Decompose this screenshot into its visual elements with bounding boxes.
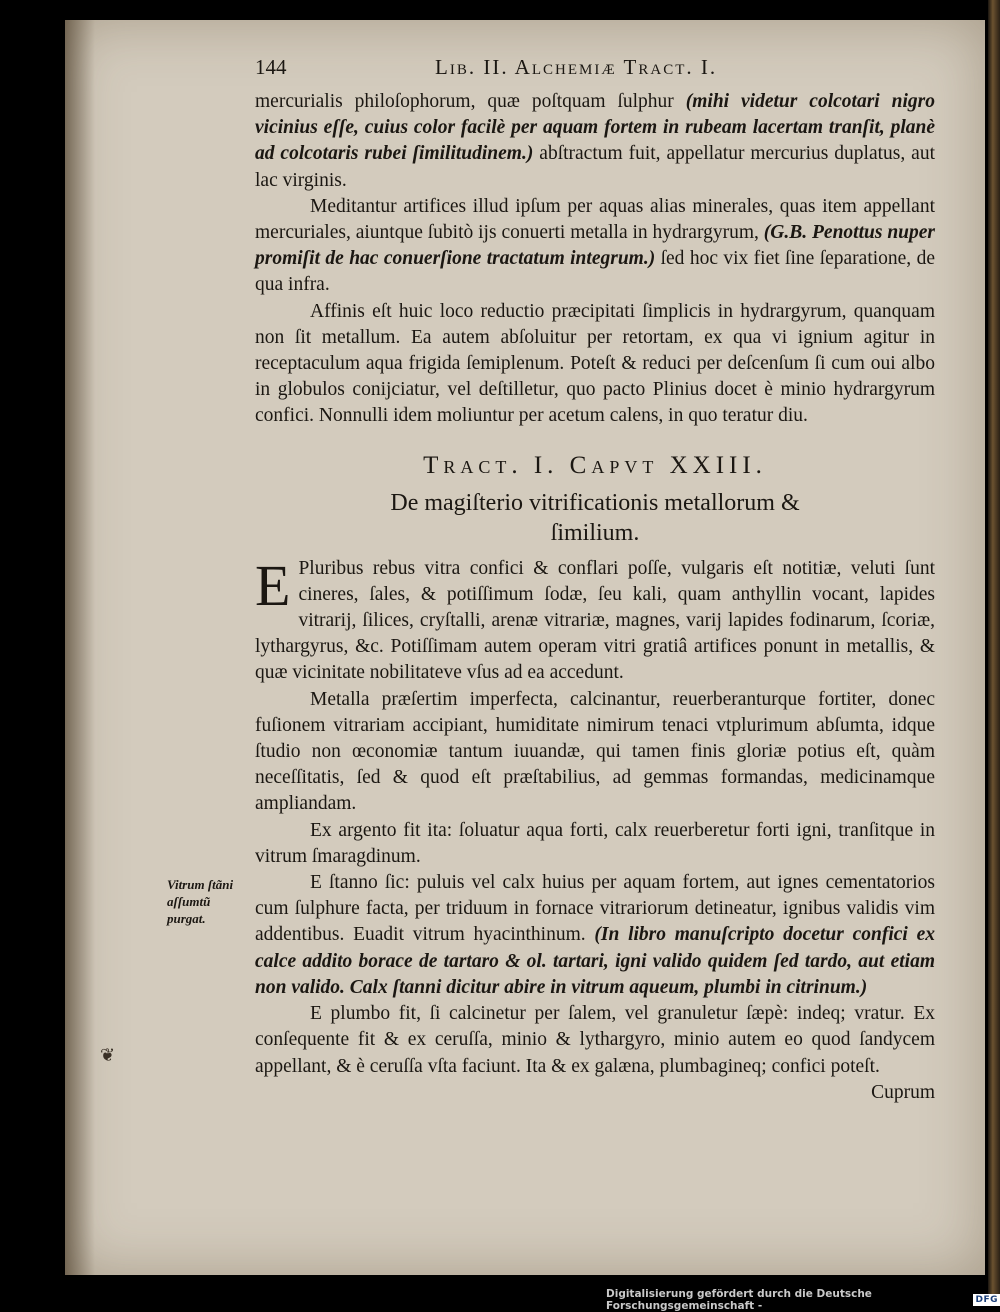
paragraph-1: [255, 89, 935, 194]
page-number: 144: [255, 55, 287, 79]
paragraph-1-text-a: mercurialis philoſophorum, quæ poſtquam ſulphur: [255, 91, 686, 112]
chapter-number: Tract. I. Capvt XXIII.: [423, 451, 767, 479]
paragraph-5: Metalla præſertim imperfecta, calcinantur, reuerberanturque fortiter, donec fuſionem vitrariam accipiant, humiditate nimirum tenaci vtplurimum abſumta, idque ſtudio non œconomiæ tantum iuuandæ, qui tamen finis gloriæ potius eſt, quàm neceſſitatis, ſed & quod eſt præſtabilius, ad gemmas formandas, medicinamque ampliandam.: [255, 688, 935, 815]
paragraph-7-annotation: (In libro manuſcripto docetur confici ex calce addito borace de tartaro & ol. tartari, igni valido quidem ſed tardo, aut etiam non valido. Calx ſtanni dicitur abire in vitrum aqueum, plumbi in citrinum.): [255, 924, 935, 998]
chapter-title-line-1: De magiſterio vitrificationis metallorum &: [390, 489, 800, 516]
running-head: [255, 55, 935, 89]
paragraph-2-text-a: Meditantur artifices illud ipſum per aquas alias minerales, quas item appellant mercuriales, aiuntque ſubitò ijs conuerti metalla in hydrargyrum,: [255, 195, 935, 244]
paragraph-1-text-c: abſtractum fuit, appellatur mercurius duplatus, aut lac virginis.: [255, 143, 936, 191]
chapter-opening: [255, 556, 935, 687]
paragraph-2-annotation: (G.B. Penottus nuper promiſit de hac conuerſione tractatum integrum.): [255, 222, 936, 270]
footer-credit: [606, 1288, 1000, 1312]
text-block: [255, 55, 935, 1106]
chapter-title-line-2: ſimilium.: [550, 519, 640, 546]
paragraph-7: [255, 870, 935, 1001]
gutter-shadow: [65, 20, 95, 1275]
scan-edge-strip: [988, 0, 1000, 1300]
paragraph-2-text-c: ſed hoc vix fiet ſine ſeparatione, de qua infra.: [255, 248, 935, 296]
footer-credit-text: Digitalisierung gefördert durch die Deutsche Forschungsgemeinschaft -: [606, 1288, 872, 1312]
paragraph-7-text-a: E ſtanno ſic: puluis vel calx huius per aquam fortem, aut ignes cementatorios cum ſulphure facta, per triduum in fornace vitrariorum detineatur, ignibus validis vim addentibus. Euadit vitrum hyacinthinum.: [255, 872, 935, 946]
paragraph-6: Ex argento fit ita: ſoluatur aqua forti, calx reuerberetur forti igni, tranſitque in vitrum ſmaragdinum.: [255, 819, 935, 867]
paragraph-1-annotation: (mihi videtur colcotari nigro vicinius eſſe, cuius color facilè per aquam fortem in rubeam lacertam tranſit, planè ad colcotaris rubei ſimilitudinem.): [255, 91, 935, 165]
catchword: Cuprum: [871, 1081, 935, 1103]
paragraph-8: E plumbo fit, ſi calcinetur per ſalem, vel granuletur ſæpè: indeq; vratur. Ex conſequente fit & ex ceruſſa, minio & lythargyro, minio autem eo quod ſandycem appellant, & è ceruſſa vſta faciunt. Ita & ex galæna, plumbagineq; confici poteſt.: [255, 1003, 935, 1077]
chapter-heading: [255, 450, 935, 548]
drop-cap: E: [255, 555, 291, 618]
dfg-logo: DFG: [975, 1295, 998, 1305]
ink-speck: ❦: [100, 1045, 116, 1066]
running-title: Lib. II. Alchemiæ Tract. I.: [435, 55, 718, 79]
catchword-row: [255, 1080, 935, 1106]
paragraph-3: Affinis eſt huic loco reductio præcipitati ſimplicis in hydrargyrum, quanquam non ſit metallum. Ea autem abſoluitur per retortam, ex qua vi ignium agitur in receptaculum aqua frigida ſemiplenum. Poteſt & reduci per deſcenſum ſi cum oui albo in globulos conijciatur, vel deſtilletur, quo pacto Plinius docet è minio hydrargyrum confici. Nonnulli idem moliuntur per acetum calens, in quo teratur diu.: [255, 300, 935, 427]
margin-note: Vitrum ſtãni aſſumtũ purgat.: [167, 877, 234, 926]
paragraph-4: Pluribus rebus vitra confici & conflari poſſe, vulgaris eſt notitiæ, veluti ſunt cineres, ſales, & potiſſimum ſodæ, ſeu kali, quam anthyllin vocant, lapides vitrarij, ſilices, cryſtalli, arenæ vitrariæ, magnes, varij lapides fodinarum, ſcoriæ, lythargyrus, &c. Potiſſimam autem operam vitri gratiâ artifices ponunt in metallis, & quæ vicinitate nobilitateve vſus ad ea accedunt.: [255, 557, 935, 684]
paragraph-2: [255, 194, 935, 299]
